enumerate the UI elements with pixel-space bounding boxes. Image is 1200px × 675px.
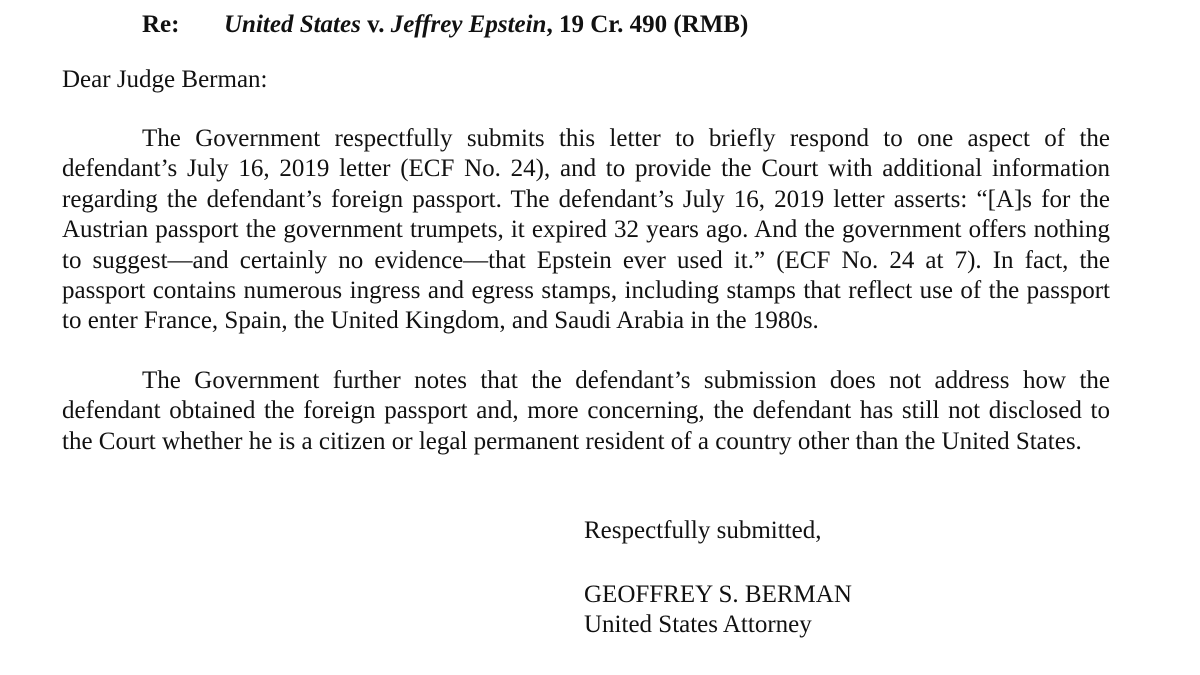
case-party-1: United States: [224, 11, 361, 38]
case-versus: v.: [360, 11, 391, 38]
re-label: Re:: [142, 11, 180, 38]
signer-name: GEOFFREY S. BERMAN: [584, 581, 852, 608]
body-paragraph-2: The Government further notes that the defendant’s submission does not address how the defendant obtained the foreign passport and, more concerning, the defendant has still not disclosed to the Court whether he is a citizen or legal permanent resident of a country other than the United States.: [62, 367, 1110, 455]
salutation: Dear Judge Berman:: [62, 66, 268, 93]
valediction: Respectfully submitted,: [584, 517, 822, 544]
signer-title: United States Attorney: [584, 611, 812, 638]
case-party-2: Jeffrey Epstein: [390, 11, 547, 38]
subject-line: [142, 10, 748, 40]
body-paragraph-1: The Government respectfully submits this letter to briefly respond to one aspect of the defendant’s July 16, 2019 letter (ECF No. 24), and to provide the Court with additional information regarding the defendant’s foreign passport. The defendant’s July 16, 2019 letter asserts: “[A]s for the Austrian passport the government trumpets, it expired 32 years ago. And the government offers nothing to suggest—and certainly no evidence—that Epstein ever used it.” (ECF No. 24 at 7). In fact, the passport contains numerous ingress and egress stamps, including stamps that reflect use of the passport to enter France, Spain, the United Kingdom, and Saudi Arabia in the 1980s.: [62, 125, 1110, 335]
case-number: , 19 Cr. 490 (RMB): [546, 11, 749, 38]
